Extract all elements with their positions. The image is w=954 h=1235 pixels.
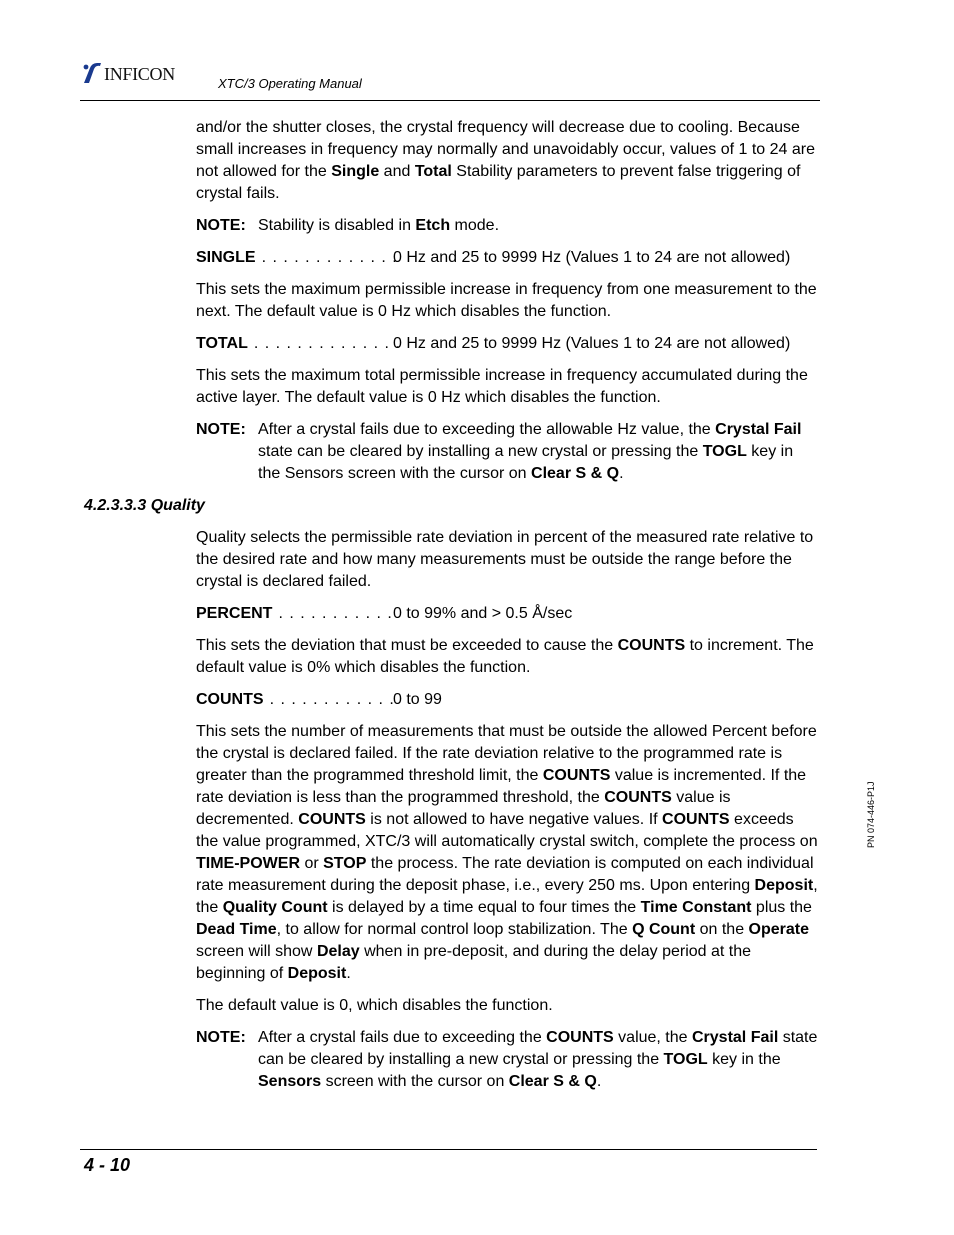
note-text: After a crystal fails due to exceeding the allowable Hz value, the Crystal Fail state can be cleared by installing a new crystal or pressing the TOGL key in the Sensors screen with the cursor on Clear S & Q. <box>258 421 802 482</box>
page-content <box>84 117 818 1103</box>
percent-description: This sets the deviation that must be exceeded to cause the COUNTS to increment. The default value is 0% which disables the function. <box>196 637 814 676</box>
param-single <box>196 247 818 269</box>
param-dots: . . . . . . . . . . . <box>278 605 393 622</box>
default-value-text: The default value is 0, which disables the function. <box>196 997 553 1014</box>
param-dots: . . . . . . . . . . . . <box>269 691 395 708</box>
part-number: PN 074-446-P1J <box>866 781 876 848</box>
param-name: SINGLE <box>196 249 256 266</box>
intro-paragraph: and/or the shutter closes, the crystal frequency will decrease due to cooling. Because small increases in frequency may normally and unavoidably occur, values of 1 to 24 are not allowed for the Single and Total Stability parameters to prevent false triggering of crystal fails. <box>196 119 815 202</box>
footer-divider <box>80 1149 817 1150</box>
note-stability-etch <box>196 215 818 237</box>
quality-intro: Quality selects the permissible rate deviation in percent of the measured rate relative to the desired rate and how many measurements must be outside the range before the crystal is declared failed. <box>196 529 814 590</box>
inficon-logo-icon <box>82 62 102 84</box>
page-header <box>80 56 820 101</box>
logo-text: INFICON <box>104 64 175 84</box>
param-name: TOTAL <box>196 335 248 352</box>
param-value: 0 Hz and 25 to 9999 Hz (Values 1 to 24 are not allowed) <box>393 335 791 352</box>
param-name: PERCENT <box>196 605 273 622</box>
param-percent <box>196 603 818 625</box>
param-value: 0 Hz and 25 to 9999 Hz (Values 1 to 24 are not allowed) <box>393 249 791 266</box>
counts-description: This sets the number of measurements that must be outside the allowed Percent before the crystal is declared failed. If the rate deviation relative to the programmed rate is greater than the programmed threshold limit, the COUNTS value is incremented. If the rate deviation is less than the programmed threshold, the COUNTS value is decremented. COUNTS is not allowed to have negative values. If COUNTS exceeds the value programmed, XTC/3 will automatically crystal switch, complete the process on TIME-POWER or STOP the process. The rate deviation is computed on each individual rate measurement during the deposit phase, i.e., every 250 ms. Upon entering Deposit, the Quality Count is delayed by a time equal to four times the Time Constant plus the Dead Time, to allow for normal control loop stabilization. The Q Count on the Operate screen will show Delay when in pre-deposit, and during the delay period at the beginning of Deposit. <box>196 723 818 982</box>
param-total <box>196 333 818 355</box>
note-crystal-fail-counts <box>196 1027 818 1093</box>
param-value: 0 to 99% and > 0.5 Å/sec <box>393 605 573 622</box>
note-text: Stability is disabled in Etch mode. <box>258 217 500 234</box>
note-label: NOTE: <box>196 1029 246 1046</box>
param-counts <box>196 689 818 711</box>
param-dots: . . . . . . . . . . . . . . <box>253 335 401 352</box>
note-label: NOTE: <box>196 217 246 234</box>
manual-title: XTC/3 Operating Manual <box>218 76 362 91</box>
param-dots: . . . . . . . . . . . . . <box>261 249 398 266</box>
inficon-logo <box>82 60 175 84</box>
param-value: 0 to 99 <box>393 691 442 708</box>
page-number: 4 - 10 <box>84 1155 131 1175</box>
total-description: This sets the maximum total permissible increase in frequency accumulated during the active layer. The default value is 0 Hz which disables the function. <box>196 367 808 406</box>
note-label: NOTE: <box>196 421 246 438</box>
note-text: After a crystal fails due to exceeding the COUNTS value, the Crystal Fail state can be cleared by installing a new crystal or pressing the TOGL key in the Sensors screen with the cursor on Clear S & Q. <box>258 1029 818 1090</box>
param-name: COUNTS <box>196 691 264 708</box>
section-heading-quality: 4.2.3.3.3 Quality <box>84 497 205 514</box>
note-crystal-fail-hz <box>196 419 818 485</box>
single-description: This sets the maximum permissible increase in frequency from one measurement to the next. The default value is 0 Hz which disables the function. <box>196 281 817 320</box>
